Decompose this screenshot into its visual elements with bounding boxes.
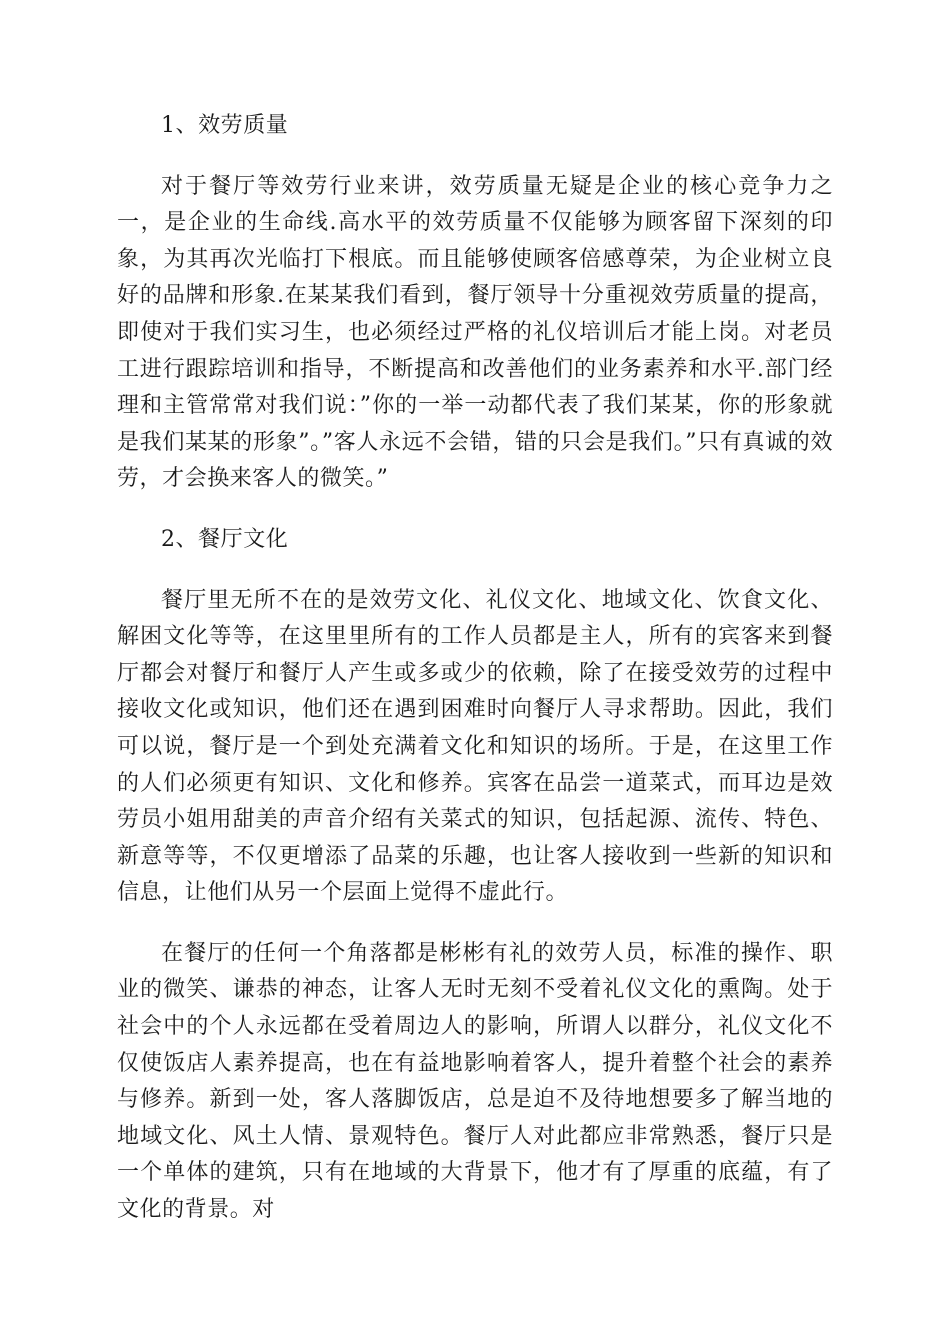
section-heading-service-quality: 1、效劳质量: [161, 113, 289, 138]
document-page: [117, 108, 833, 1253]
paragraph-service-quality: 对于餐厅等效劳行业来讲，效劳质量无疑是企业的核心竞争力之一，是企业的生命线.高水平的效劳质量不仅能够为顾客留下深刻的印象，为其再次光临打下根底。而且能够使顾客倍感尊荣，为企业树立良好的品牌和形象.在某某我们看到，餐厅领导十分重视效劳质量的提高，即使对于我们实习生，也必须经过严格的礼仪培训后才能上岗。对老员工进行跟踪培训和指导，不断提高和改善他们的业务素养和水平.部门经理和主管常常对我们说：”你的一举一动都代表了我们某某，你的形象就是我们某某的形象”。”客人永远不会错，错的只会是我们。”只有真诚的效劳，才会换来客人的微笑。”: [117, 173, 833, 492]
paragraph-restaurant-culture-2: 在餐厅的任何一个角落都是彬彬有礼的效劳人员，标准的操作、职业的微笑、谦恭的神态，让客人无时无刻不受着礼仪文化的熏陶。处于社会中的个人永远都在受着周边人的影响，所谓人以群分，礼仪文化不仅使饭店人素养提高，也在有益地影响着客人，提升着整个社会的素养与修养。新到一处，客人落脚饭店，总是迫不及待地想要多了解当地的地域文化、风土人情、景观特色。餐厅人对此都应非常熟悉，餐厅只是一个单体的建筑，只有在地域的大背景下，他才有了厚重的底蕴，有了文化的背景。对: [117, 940, 833, 1223]
section-heading-restaurant-culture: 2、餐厅文化: [161, 526, 289, 552]
paragraph-restaurant-culture-1: 餐厅里无所不在的是效劳文化、礼仪文化、地域文化、饮食文化、解困文化等等，在这里里所有的工作人员都是主人，所有的宾客来到餐厅都会对餐厅和餐厅人产生或多或少的依赖，除了在接受效劳的过程中接收文化或知识，他们还在遇到困难时向餐厅人寻求帮助。因此，我们可以说，餐厅是一个到处充满着文化和知识的场所。于是，在这里工作的人们必须更有知识、文化和修养。宾客在品尝一道菜式，而耳边是效劳员小姐用甜美的声音介绍有关菜式的知识，包括起源、流传、特色、新意等等，不仅更增添了品菜的乐趣，也让客人接收到一些新的知识和信息，让他们从另一个层面上觉得不虚此行。: [117, 587, 833, 906]
